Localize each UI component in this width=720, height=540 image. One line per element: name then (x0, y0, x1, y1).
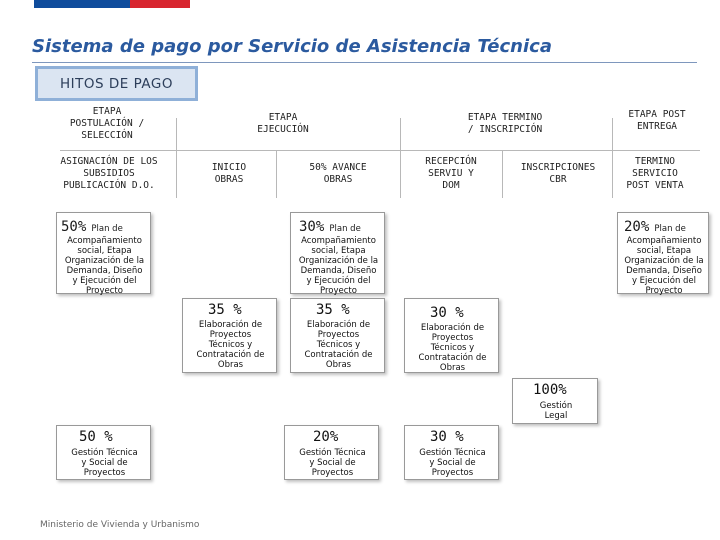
gestion-legal-description: Gestión Legal (539, 401, 573, 421)
header-ejecucion: ETAPA EJECUCIÓN (257, 112, 309, 135)
plan-suffix: Plan de (654, 224, 686, 234)
elaboracion-description: Elaboración de Proyectos Técnicos y Contratación de Obras (418, 323, 487, 373)
elaboracion-description: Elaboración de Proyectos Técnicos y Contratación de Obras (196, 320, 265, 370)
plan-suffix: Plan de (329, 224, 361, 234)
gestion-tecnica-box-3 (404, 425, 499, 480)
milestone-asignacion: ASIGNACIÓN DE LOS SUBSIDIOS PUBLICACIÓN D.O. (60, 156, 158, 191)
page-title: Sistema de pago por Servicio de Asistencia Técnica (32, 36, 552, 57)
milestone-inicio-obras: INICIO OBRAS (211, 162, 247, 185)
flag-red-stripe (130, 0, 190, 8)
header-post-entrega: ETAPA POST ENTREGA (628, 109, 686, 132)
gestion-tecnica-pct: 50 % (79, 429, 113, 445)
elaboracion-pct: 35 % (316, 302, 350, 318)
grid-line (276, 150, 277, 198)
gestion-tecnica-pct: 30 % (430, 429, 464, 445)
elaboracion-box-2 (290, 298, 385, 373)
grid-line (400, 118, 401, 198)
elaboracion-description: Elaboración de Proyectos Técnicos y Contratación de Obras (304, 320, 373, 370)
gestion-tecnica-box-2 (284, 425, 379, 480)
elaboracion-box-3 (404, 298, 499, 373)
header-postulacion: ETAPA POSTULACIÓN / SELECCIÓN (69, 106, 145, 141)
plan-suffix: Plan de (91, 224, 123, 234)
plan-box-ejecucion (290, 212, 385, 294)
milestone-inscripciones: INSCRIPCIONES CBR (520, 162, 596, 185)
gestion-legal-pct: 100% (533, 382, 567, 398)
elaboracion-pct: 30 % (430, 305, 464, 321)
plan-description: Acompañamiento social, Etapa Organización de la Demanda, Diseño y Ejecución del Proyecto (298, 236, 379, 296)
elaboracion-pct: 35 % (208, 302, 242, 318)
gestion-tecnica-box-1 (56, 425, 151, 480)
gestion-tecnica-description: Gestión Técnica y Social de Proyectos (299, 448, 366, 478)
plan-description: Acompañamiento social, Etapa Organización de la Demanda, Diseño y Ejecución del Proyecto (624, 236, 704, 296)
grid-line (502, 150, 503, 198)
plan-box-postulacion (56, 212, 151, 294)
milestone-avance-obras: 50% AVANCE OBRAS (309, 162, 367, 185)
header-termino: ETAPA TERMINO / INSCRIPCIÓN (467, 112, 543, 135)
grid-line (60, 150, 700, 151)
gestion-tecnica-description: Gestión Técnica y Social de Proyectos (71, 448, 138, 478)
gestion-legal-box (512, 378, 598, 424)
milestone-termino-servicio: TERMINO SERVICIO POST VENTA (626, 156, 684, 191)
elaboracion-box-1 (182, 298, 277, 373)
plan-description: Acompañamiento social, Etapa Organización de la Demanda, Diseño y Ejecución del Proyecto (64, 236, 145, 296)
title-divider (32, 62, 697, 63)
plan-box-post-entrega (617, 212, 709, 294)
plan-pct: 50% (61, 219, 87, 235)
footer-ministry: Ministerio de Vivienda y Urbanismo (40, 520, 200, 530)
milestone-recepcion: RECEPCIÓN SERVIU Y DOM (425, 156, 477, 191)
gestion-tecnica-pct: 20% (313, 429, 339, 445)
plan-pct: 20% (624, 219, 650, 235)
hitos-de-pago-label: HITOS DE PAGO (35, 66, 198, 101)
plan-pct: 30% (299, 219, 325, 235)
grid-line (176, 118, 177, 198)
gestion-tecnica-description: Gestión Técnica y Social de Proyectos (419, 448, 486, 478)
flag-blue-stripe (34, 0, 130, 8)
